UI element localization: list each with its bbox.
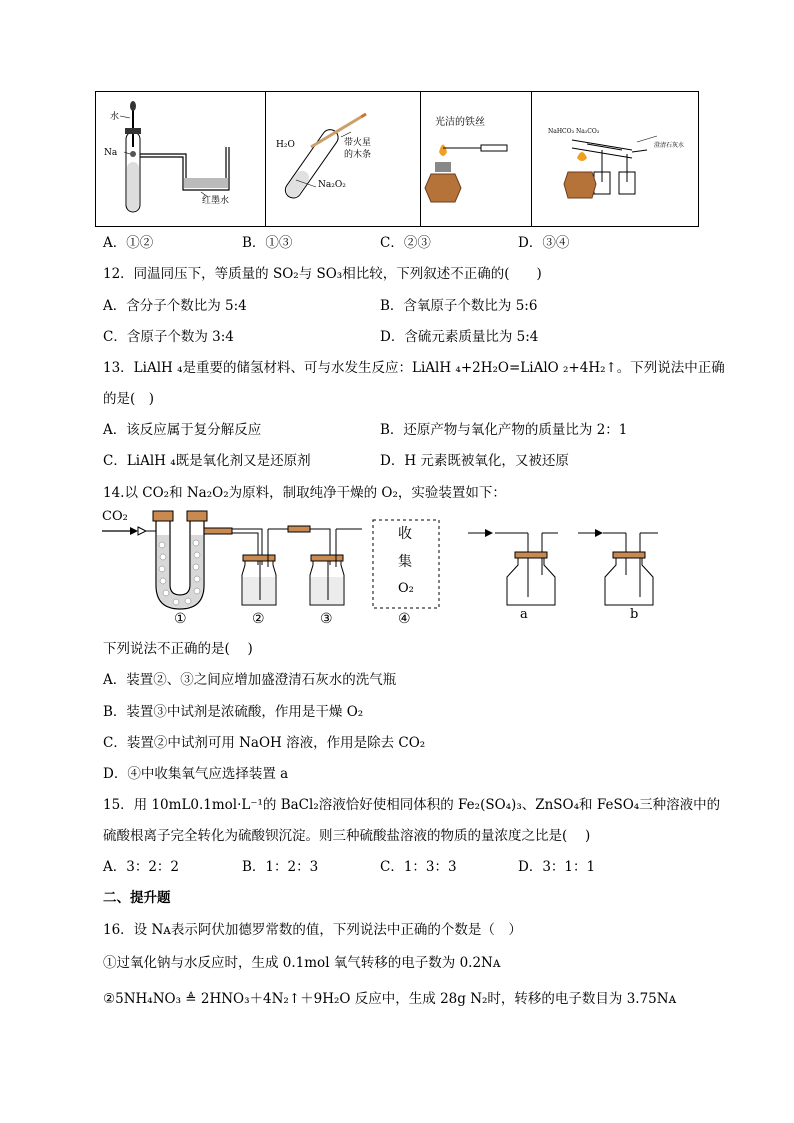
- apparatus-table: [95, 91, 699, 227]
- q14-apparatus-figure: [100, 505, 670, 630]
- na-water-apparatus-drawing: [96, 92, 266, 226]
- q14-option-c: C．装置②中试剂可用 NaOH 溶液，作用是除去 CO₂: [103, 735, 426, 751]
- panel1-red-ink-label: 红墨水: [202, 196, 230, 206]
- section-title: 二、提升题: [103, 890, 171, 906]
- panel4-nahco3-label: NaHCO₃: [548, 128, 574, 135]
- apparatus-number-3: ③: [320, 611, 333, 627]
- q13-option-a: A．该反应属于复分解反应: [103, 422, 262, 438]
- q13-option-b: B．还原产物与氧化产物的质量比为 2：1: [380, 422, 628, 438]
- co2-label: CO₂: [102, 509, 128, 524]
- apparatus-panel-4: [532, 92, 698, 226]
- q13-option-d: D．H 元素既被氧化，又被还原: [380, 453, 569, 469]
- panel3-iron-wire-label: 光洁的铁丝: [435, 117, 485, 128]
- q15-stem-line2: 硫酸根离子完全转化为硫酸钡沉淀。则三种硫酸盐溶液的物质的量浓度之比是( ): [103, 828, 591, 844]
- apparatus-number-2: ②: [252, 611, 265, 627]
- bottle-a-label: a: [520, 607, 528, 622]
- apparatus-number-4: ④: [398, 611, 411, 627]
- panel4-na2co3-label: Na₂CO₃: [576, 128, 600, 135]
- bottle-b-label: b: [630, 607, 639, 622]
- iron-wire-burner-drawing: [421, 92, 532, 226]
- apparatus-number-1: ①: [174, 611, 187, 627]
- panel1-na-label: Na: [104, 148, 118, 158]
- apparatus-panel-2: [266, 92, 421, 226]
- q16-item2: ②5NH₄NO₃ ≜ 2HNO₃＋4N₂↑＋9H₂O 反应中，生成 28g N₂时，转移的电子数目为 3.75Nᴀ: [103, 991, 677, 1007]
- q15-option-d: D．3：1：1: [518, 859, 596, 875]
- q14-option-d: D．④中收集氧气应选择装置 a: [103, 766, 289, 782]
- q15-option-c: C．1：3：3: [380, 859, 457, 875]
- collect-label-2: 集: [398, 554, 412, 570]
- q12-stem: 12．同温同压下，等质量的 SO₂与 SO₃相比较，下列叙述不正确的( ): [103, 266, 542, 282]
- q14-option-a: A．装置②、③之间应增加盛澄清石灰水的洗气瓶: [103, 672, 397, 688]
- q11-option-d: D．③④: [518, 235, 570, 251]
- q12-option-c: C．含原子个数为 3:4: [103, 329, 234, 345]
- q16-item1: ①过氧化钠与水反应时，生成 0.1mol 氧气转移的电子数为 0.2Nᴀ: [103, 955, 501, 971]
- apparatus-panel-3: [421, 92, 532, 226]
- q12-option-d: D．含硫元素质量比为 5:4: [380, 329, 539, 345]
- panel1-water-label: 水: [110, 112, 120, 122]
- panel2-splint-label-2: 的木条: [344, 150, 372, 160]
- q14-prompt: 下列说法不正确的是( ): [103, 641, 253, 657]
- collect-label-3: O₂: [398, 581, 414, 596]
- collect-label-1: 收: [398, 526, 412, 542]
- q15-option-a: A．3：2：2: [103, 859, 180, 875]
- q11-option-b: B．①③: [242, 235, 293, 251]
- q15-option-b: B．1：2：3: [242, 859, 319, 875]
- panel2-splint-label-1: 带火星: [344, 138, 372, 148]
- apparatus-panel-1: [96, 92, 266, 226]
- q13-stem-line1: 13．LiAlH ₄是重要的储氢材料、可与水发生反应：LiAlH ₄+2H₂O=LiAlO ₂+4H₂↑。下列说法中正确: [103, 360, 725, 376]
- q13-option-c: C．LiAlH ₄既是氧化剂又是还原剂: [103, 453, 311, 469]
- q12-option-b: B．含氧原子个数比为 5:6: [380, 298, 538, 314]
- carbonate-heating-drawing: [532, 92, 698, 226]
- panel2-h2o-label: H₂O: [276, 140, 295, 150]
- q12-option-a: A．含分子个数比为 5:4: [103, 298, 247, 314]
- q15-stem-line1: 15．用 10mL0.1mol·L⁻¹的 BaCl₂溶液恰好使相同体积的 Fe₂(SO₄)₃、ZnSO₄和 FeSO₄三种溶液中的: [103, 797, 721, 813]
- panel4-limewater-label: 澄清石灰水: [654, 142, 685, 149]
- q13-stem-line2: 的是( ): [103, 391, 155, 407]
- q11-option-c: C．②③: [380, 235, 431, 251]
- q11-option-a: A．①②: [103, 235, 154, 251]
- q16-stem: 16．设 Nᴀ表示阿伏加德罗常数的值，下列说法中正确的个数是（ ）: [103, 922, 522, 938]
- panel2-na2o2-label: Na₂O₂: [318, 180, 346, 190]
- q14-option-b: B．装置③中试剂是浓硫酸，作用是干燥 O₂: [103, 704, 364, 720]
- q14-stem: 14.以 CO₂和 Na₂O₂为原料，制取纯净干燥的 O₂，实验装置如下：: [103, 485, 506, 501]
